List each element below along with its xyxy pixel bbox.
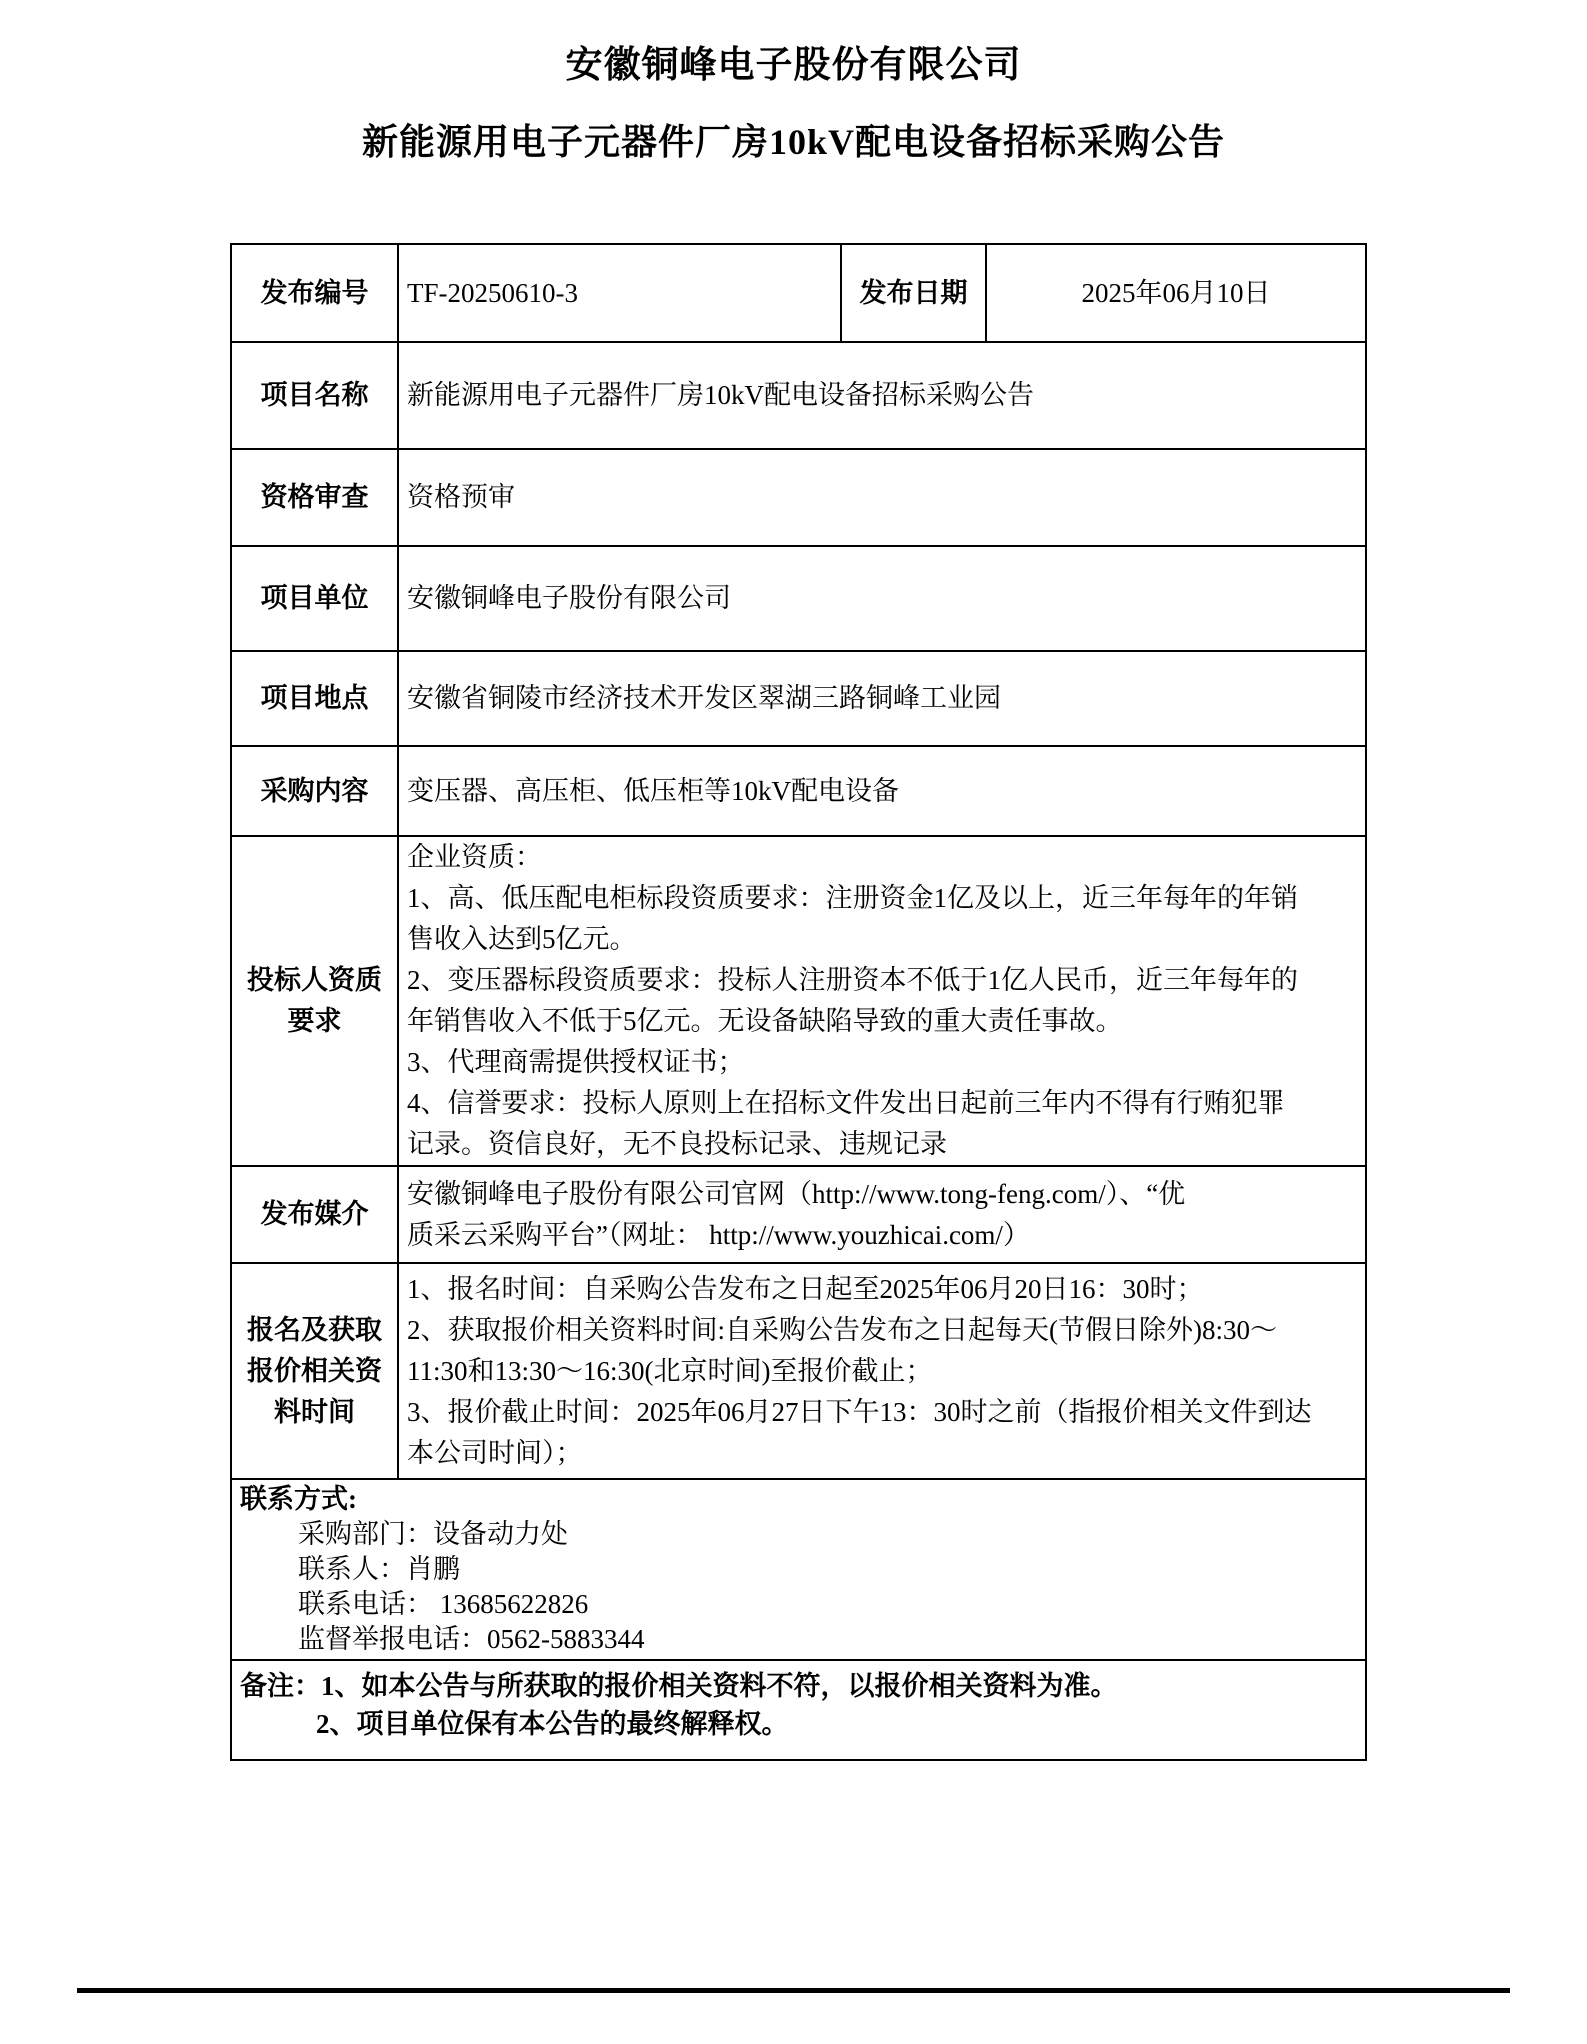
contact-lines xyxy=(240,1517,1357,1657)
table-row-project-location xyxy=(231,651,1366,746)
row-label-project-unit xyxy=(231,546,398,651)
announcement-table xyxy=(230,243,1367,1761)
content-line: 安徽铜峰电子股份有限公司官网（http://www.tong-feng.com/）、“优 xyxy=(407,1178,1186,1209)
row-label-project-location xyxy=(231,651,398,746)
content-line: 安徽铜峰电子股份有限公司 xyxy=(407,583,731,613)
table-row-remarks xyxy=(231,1660,1366,1760)
table-row-publish-media xyxy=(231,1166,1366,1263)
table-row-contact xyxy=(231,1479,1366,1660)
text-line: 监督举报电话：0562-5883344 xyxy=(298,1624,645,1654)
text-line: 联系人：肖鹏 xyxy=(298,1554,460,1584)
row-content-qualification-review xyxy=(398,449,1366,546)
text-line: 联系电话： 13685622826 xyxy=(298,1589,589,1619)
row-content-bidder-qualification xyxy=(398,836,1366,1166)
table-row-registration-time xyxy=(231,1263,1366,1479)
contact-cell xyxy=(231,1479,1366,1660)
label-line: 投标人资质 xyxy=(247,965,382,995)
label-line: 发布媒介 xyxy=(260,1199,369,1229)
content-line: 新能源用电子元器件厂房10kV配电设备招标采购公告 xyxy=(407,380,1034,410)
table-row-procurement-content xyxy=(231,746,1366,836)
publish-date-value: 2025年06月10日 xyxy=(986,244,1366,342)
table-row-header xyxy=(231,244,1366,342)
remarks-cell xyxy=(231,1660,1366,1760)
page-title: 安徽铜峰电子股份有限公司 xyxy=(565,45,1022,86)
content-line: 1、高、低压配电柜标段资质要求：注册资金1亿及以上，近三年每年的年销 xyxy=(407,883,1298,913)
page-subtitle: 新能源用电子元器件厂房10kV配电设备招标采购公告 xyxy=(361,122,1226,162)
label-line: 料时间 xyxy=(274,1396,355,1427)
label-line: 报名及获取 xyxy=(247,1314,382,1345)
row-content-project-location xyxy=(398,651,1366,746)
table-row-qualification-review xyxy=(231,449,1366,546)
content-line: 资格预审 xyxy=(407,482,515,512)
row-content-procurement-content xyxy=(398,746,1366,836)
label-line: 项目地点 xyxy=(260,683,369,713)
publish-number-label: 发布编号 xyxy=(231,244,398,342)
content-line: 11:30和13:30～16:30(北京时间)至报价截止； xyxy=(407,1355,933,1386)
row-label-project-name xyxy=(231,342,398,449)
publish-date-label: 发布日期 xyxy=(841,244,986,342)
table-row-bidder-qualification xyxy=(231,836,1366,1166)
label-line: 采购内容 xyxy=(260,775,369,806)
text-line: 备注：1、如本公告与所获取的报价相关资料不符，以报价相关资料为准。 xyxy=(240,1671,1118,1701)
content-line: 3、报价截止时间：2025年06月27日下午13：30时之前（指报价相关文件到达 xyxy=(407,1396,1312,1427)
footer-rule xyxy=(77,1988,1510,1993)
content-line: 2、变压器标段资质要求：投标人注册资本不低于1亿人民币，近三年每年的 xyxy=(407,965,1298,995)
publish-number-value: TF-20250610-3 xyxy=(398,244,841,342)
row-content-registration-time xyxy=(398,1263,1366,1479)
remark-lines xyxy=(240,1667,1357,1743)
label-line: 报价相关资 xyxy=(247,1355,382,1386)
content-line: 1、报名时间：自采购公告发布之日起至2025年06月20日16：30时； xyxy=(407,1273,1204,1304)
row-label-registration-time xyxy=(231,1263,398,1479)
content-line: 3、代理商需提供授权证书； xyxy=(407,1047,745,1077)
content-line: 质采云采购平台”（网址： http://www.youzhicai.com/） xyxy=(407,1219,1030,1250)
label-line: 项目单位 xyxy=(260,583,369,613)
text-line: 2、项目单位保有本公告的最终解释权。 xyxy=(316,1709,789,1739)
row-label-publish-media xyxy=(231,1166,398,1263)
content-line: 记录。资信良好，无不良投标记录、违规记录 xyxy=(407,1129,947,1159)
label-line: 项目名称 xyxy=(260,380,369,410)
content-line: 企业资质： xyxy=(407,842,542,872)
row-content-publish-media xyxy=(398,1166,1366,1263)
row-content-project-name xyxy=(398,342,1366,449)
label-line: 资格审查 xyxy=(260,482,369,512)
content-line: 变压器、高压柜、低压柜等10kV配电设备 xyxy=(407,775,899,806)
content-line: 售收入达到5亿元。 xyxy=(407,924,637,954)
detail-rows xyxy=(231,342,1366,1479)
contact-heading: 联系方式: xyxy=(240,1484,357,1514)
row-label-qualification-review xyxy=(231,449,398,546)
content-line: 年销售收入不低于5亿元。无设备缺陷导致的重大责任事故。 xyxy=(407,1006,1123,1036)
text-line: 采购部门：设备动力处 xyxy=(298,1519,568,1549)
content-line: 2、获取报价相关资料时间:自采购公告发布之日起每天(节假日除外)8:30～ xyxy=(407,1314,1277,1345)
row-label-bidder-qualification xyxy=(231,836,398,1166)
content-line: 本公司时间）； xyxy=(407,1437,583,1468)
row-content-project-unit xyxy=(398,546,1366,651)
content-line: 4、信誉要求：投标人原则上在招标文件发出日起前三年内不得有行贿犯罪 xyxy=(407,1088,1285,1118)
content-line: 安徽省铜陵市经济技术开发区翠湖三路铜峰工业园 xyxy=(407,683,1001,713)
table-row-project-unit xyxy=(231,546,1366,651)
label-line: 要求 xyxy=(287,1006,342,1036)
table-row-project-name xyxy=(231,342,1366,449)
row-label-procurement-content xyxy=(231,746,398,836)
